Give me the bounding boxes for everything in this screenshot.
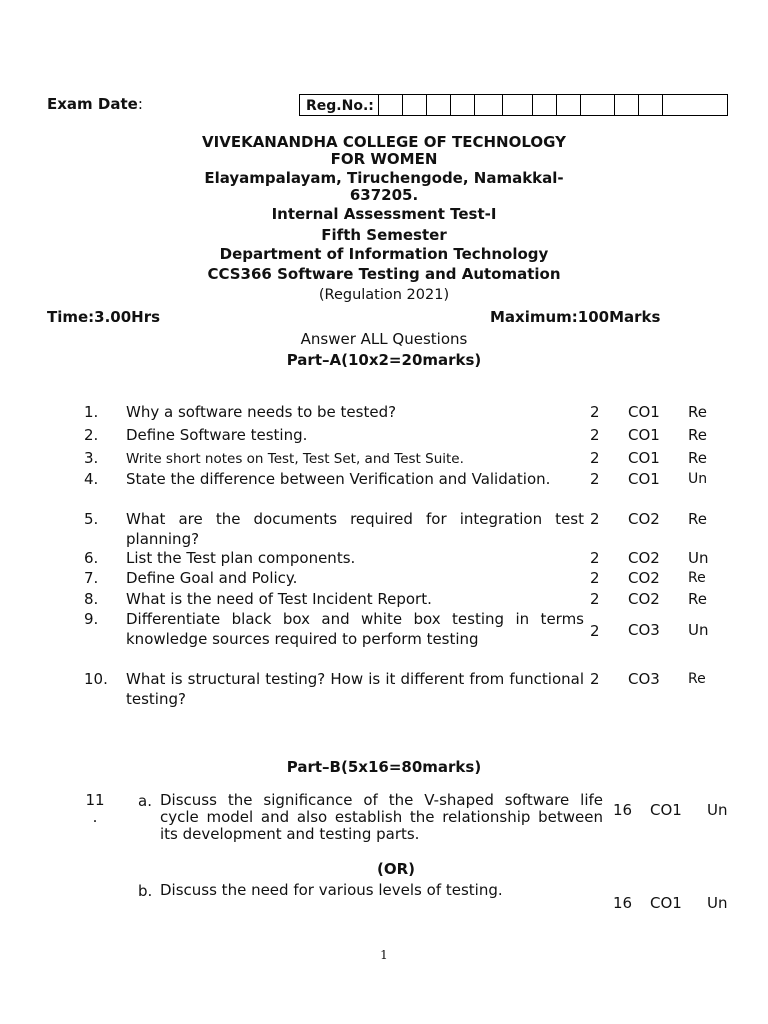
question-text: What is the need of Test Incident Report. (126, 590, 432, 608)
question-marks: 2 (590, 569, 600, 587)
question-text: What are the documents required for integration test planning? (126, 510, 584, 548)
question-text: List the Test plan components. (126, 549, 356, 567)
question-number: 1. (84, 403, 99, 421)
question-text: State the difference between Verification and Validation. (126, 470, 551, 488)
college-address-line2: 637205. (349, 186, 419, 204)
question-text: Write short notes on Test, Test Set, and Test Suite. (126, 451, 464, 467)
college-address-line1: Elayampalayam, Tiruchengode, Namakkal- (204, 169, 564, 187)
question-text: Define Software testing. (126, 426, 308, 444)
reg-no-label: Reg.No.: (306, 98, 374, 114)
reg-no-cell (614, 95, 638, 115)
question-co: CO2 (628, 510, 660, 528)
page-number: 1 (380, 948, 388, 962)
question-marks: 16 (613, 894, 633, 912)
question-text: Differentiate black box and white box testing in terms knowledge sources required to perform testing (126, 610, 584, 648)
question-co: CO1 (650, 894, 682, 912)
question-co: CO3 (628, 621, 660, 639)
question-text: Discuss the significance of the V-shaped software life cycle model and also establish the relationship between its development and testing parts. (160, 791, 603, 843)
reg-no-cell (474, 95, 502, 115)
question-level: Re (688, 403, 707, 421)
sub-question-label: b. (138, 882, 153, 900)
question-level: Un (707, 801, 728, 819)
question-co: CO2 (628, 569, 660, 587)
reg-no-cell (502, 95, 532, 115)
question-level: Re (688, 510, 707, 528)
question-marks: 2 (590, 510, 600, 528)
question-marks: 2 (590, 590, 600, 608)
question-number: 2. (84, 426, 99, 444)
question-level: Re (688, 449, 707, 467)
question-text: Define Goal and Policy. (126, 569, 298, 587)
reg-no-cell (556, 95, 580, 115)
question-marks: 16 (613, 801, 633, 819)
question-co: CO2 (628, 549, 660, 567)
reg-no-box (299, 94, 728, 116)
college-name-line2: FOR WOMEN (330, 150, 438, 168)
question-marks: 2 (590, 470, 600, 488)
semester: Fifth Semester (321, 226, 447, 244)
question-co: CO1 (628, 426, 660, 444)
question-co: CO1 (650, 801, 682, 819)
department: Department of Information Technology (219, 245, 549, 263)
question-marks: 2 (590, 622, 600, 640)
question-marks: 2 (590, 449, 600, 467)
question-number: 6. (84, 549, 99, 567)
question-co: CO2 (628, 590, 660, 608)
question-marks: 2 (590, 670, 600, 688)
exam-time: Time:3.00Hrs (47, 308, 161, 326)
reg-no-cell (450, 95, 474, 115)
question-text: What is structural testing? How is it different from functional testing? (126, 670, 584, 708)
instruction: Answer ALL Questions (300, 330, 468, 348)
exam-date-label: Exam Date: (47, 95, 143, 113)
question-marks: 2 (590, 403, 600, 421)
question-level: Re (688, 671, 706, 687)
question-level: Un (688, 621, 709, 639)
question-text: Why a software needs to be tested? (126, 403, 397, 421)
question-level: Un (688, 471, 708, 487)
question-co: CO1 (628, 470, 660, 488)
part-b-title: Part–B(5x16=80marks) (286, 758, 482, 776)
question-text: Discuss the need for various levels of testing. (160, 881, 503, 899)
question-level: Un (688, 549, 709, 567)
regulation: (Regulation 2021) (318, 287, 450, 303)
question-co: CO1 (628, 403, 660, 421)
question-number: 9. (84, 610, 99, 628)
reg-no-cell (580, 95, 614, 115)
question-number: 3. (84, 449, 99, 467)
question-number: 8. (84, 590, 99, 608)
question-number: 5. (84, 510, 99, 528)
question-number: 4. (84, 470, 99, 488)
test-name: Internal Assessment Test-I (271, 205, 497, 223)
question-number: 11 . (85, 791, 105, 826)
or-separator: (OR) (377, 860, 416, 878)
question-co: CO3 (628, 670, 660, 688)
sub-question-label: a. (138, 792, 152, 810)
question-level: Re (688, 570, 706, 586)
reg-no-cell (638, 95, 662, 115)
part-a-title: Part–A(10x2=20marks) (286, 351, 482, 369)
question-level: Re (688, 426, 707, 444)
question-number: 10. (84, 670, 108, 688)
question-level: Un (707, 894, 728, 912)
question-marks: 2 (590, 549, 600, 567)
reg-no-cell (532, 95, 556, 115)
course-title: CCS366 Software Testing and Automation (207, 265, 561, 283)
question-co: CO1 (628, 449, 660, 467)
question-marks: 2 (590, 426, 600, 444)
question-number: 7. (84, 569, 99, 587)
question-level: Re (688, 590, 707, 608)
reg-no-cell (662, 95, 686, 115)
reg-no-cell (402, 95, 426, 115)
reg-no-cell (426, 95, 450, 115)
reg-no-cell (378, 95, 402, 115)
maximum-marks: Maximum:100Marks (490, 308, 661, 326)
college-name-line1: VIVEKANANDHA COLLEGE OF TECHNOLOGY (202, 133, 566, 151)
